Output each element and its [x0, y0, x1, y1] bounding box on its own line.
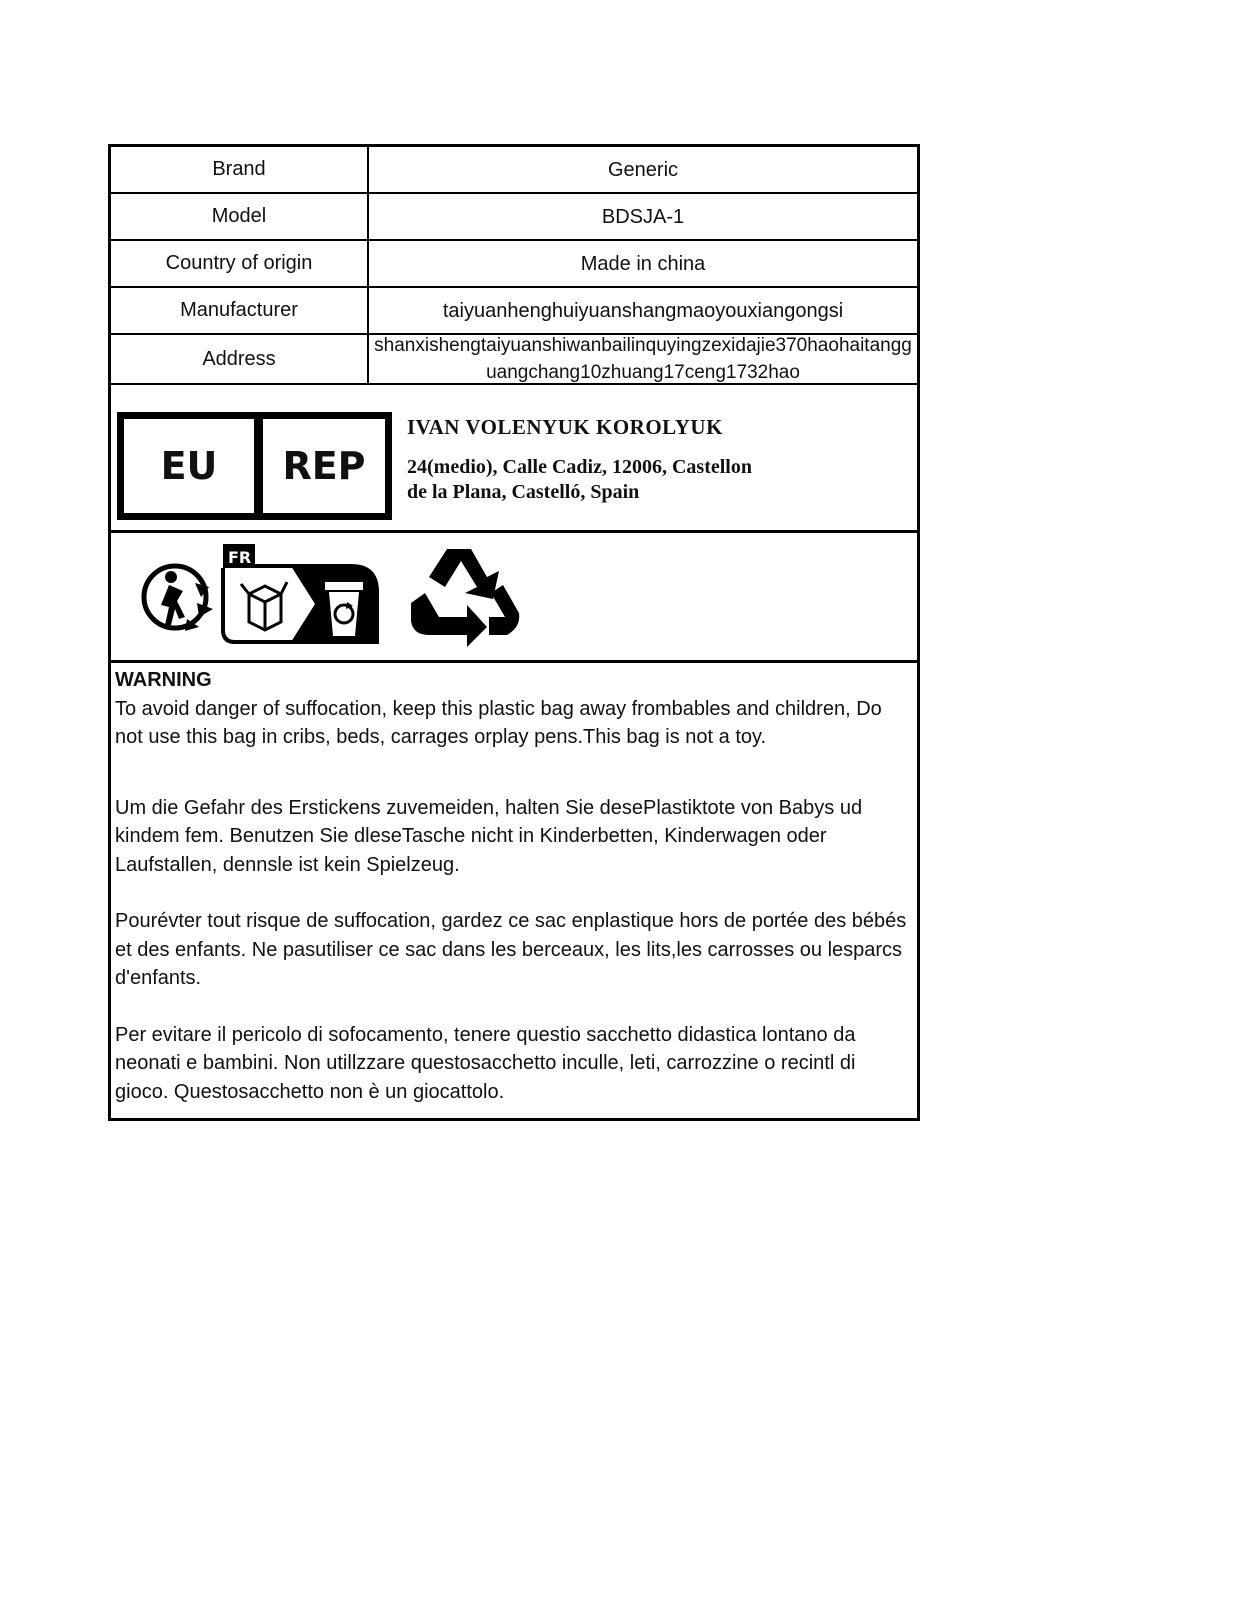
eu-rep-symbol	[117, 412, 392, 520]
manufacturer-label: Manufacturer	[111, 288, 369, 333]
model-label: Model	[111, 194, 369, 239]
eu-rep-right: REP	[282, 444, 366, 488]
country-value: Made in china	[580, 252, 706, 275]
model-value: BDSJA-1	[601, 205, 685, 228]
brand-value: Generic	[607, 158, 679, 181]
recycling-symbols-row	[111, 533, 917, 663]
manufacturer-value: taiyuanhenghuiyuanshangmaoyouxiangongsi	[442, 299, 844, 322]
brand-label: Brand	[111, 147, 369, 192]
table-row-manufacturer	[111, 288, 917, 335]
triman-icon	[139, 557, 219, 635]
table-row-brand	[111, 147, 917, 194]
fr-sorting-info-icon	[221, 542, 383, 646]
address-value: shanxishengtaiyuanshiwanbailinquyingzexidajie370haohaitangguangchang10zhuang17ceng1732hao	[374, 335, 912, 383]
warning-text-fr: Pourévter tout risque de suffocation, gardez ce sac enplastique hors de portée des bébés et des enfants. Ne pasutiliser ce sac dans les berceaux, les lits,les carrosses ou lesparcs d'enfants.	[115, 910, 907, 989]
table-row-model	[111, 194, 917, 241]
eu-rep-left: EU	[124, 419, 263, 513]
warning-text-de: Um die Gefahr des Erstickens zuvemeiden, halten Sie desePlastiktote von Babys ud kindem fem. Benutzen Sie dleseTasche nicht in Kinderbetten, Kinderwagen oder Laufstallen, dennsle ist kein Spielzeug.	[115, 796, 863, 876]
warning-text-it: Per evitare il pericolo di sofocamento, tenere questio sacchetto didastica lontano da neonati e bambini. Non utillzzare questosacchetto inculle, leti, carrozzine o recintl di gioco. Questosacchetto non è un giocattolo.	[115, 1023, 856, 1103]
table-row-country	[111, 241, 917, 288]
fr-label: FR	[228, 548, 252, 567]
address-label: Address	[111, 335, 369, 383]
eu-rep-address-line2: de la Plana, Castelló, Spain	[407, 481, 640, 503]
warning-text-en: To avoid danger of suffocation, keep this plastic bag away frombables and children, Do not use this bag in cribs, beds, carrages orplay pens.This bag is not a toy.	[115, 697, 882, 748]
recycling-arrows-icon	[407, 541, 525, 655]
product-label-sheet	[108, 144, 920, 1121]
country-label: Country of origin	[111, 241, 369, 286]
warning-section	[111, 663, 917, 1118]
warning-title: WARNING	[115, 669, 212, 691]
table-row-address	[111, 335, 917, 385]
eu-rep-name: IVAN VOLENYUK KOROLYUK	[407, 415, 723, 439]
eu-rep-address	[407, 455, 827, 505]
eu-rep-address-line1: 24(medio), Calle Cadiz, 12006, Castellon	[407, 456, 752, 478]
eu-representative-block	[111, 385, 917, 533]
